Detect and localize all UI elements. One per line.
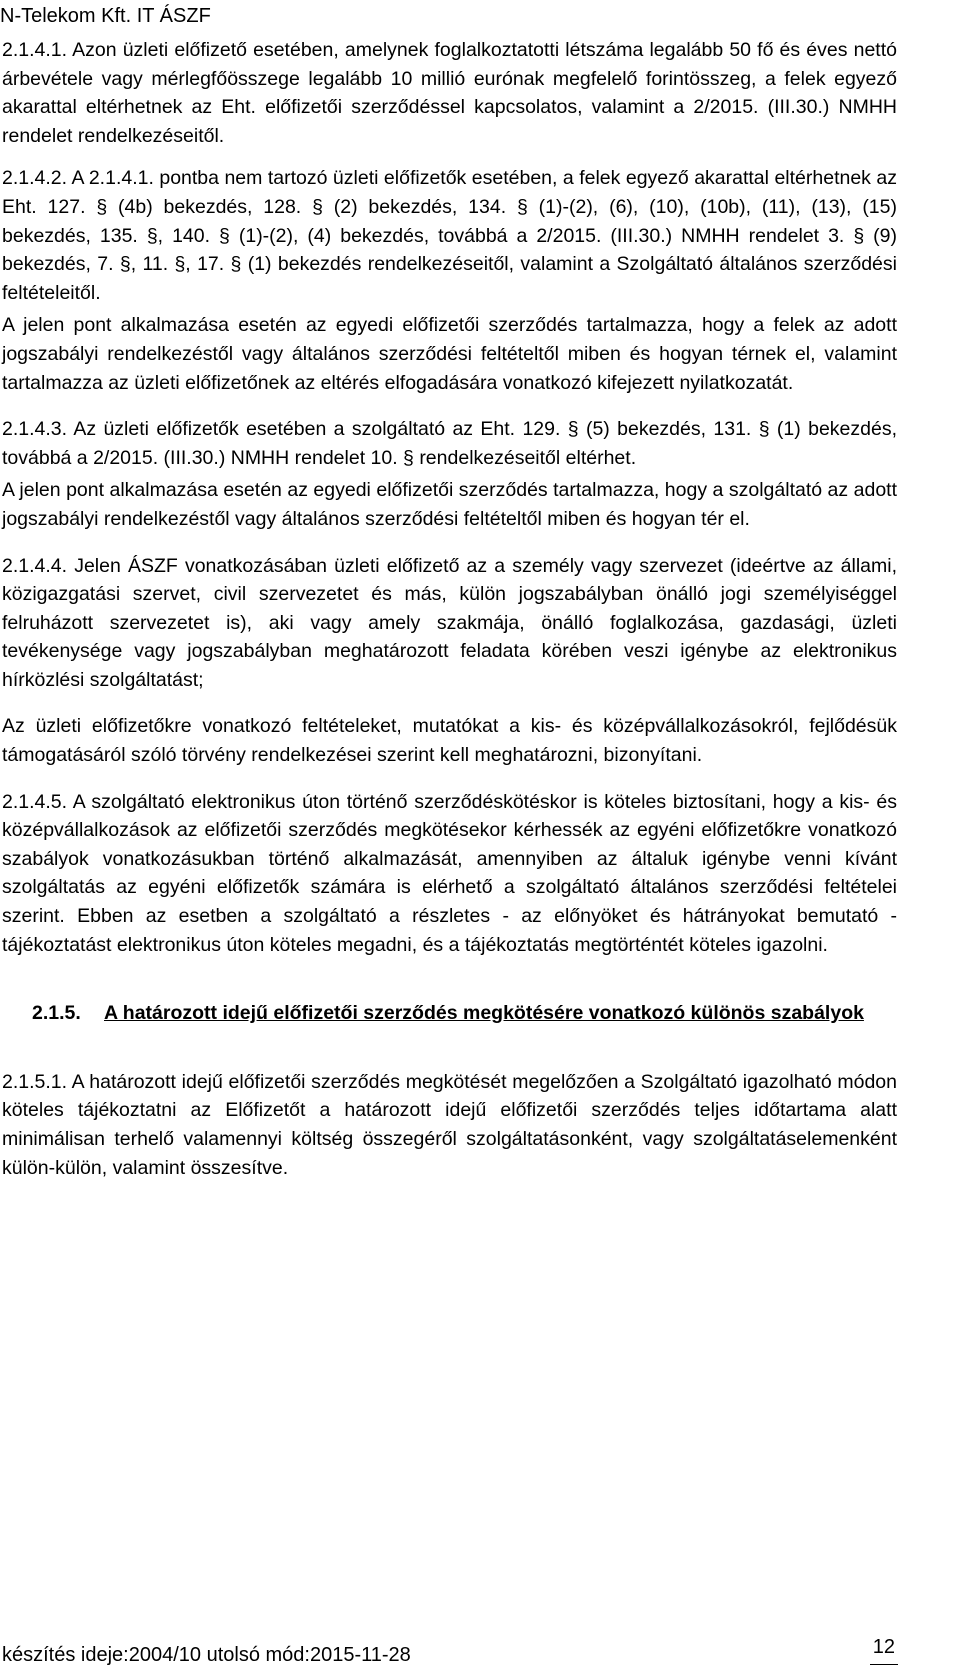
paragraph-2-1-4-2-note: A jelen pont alkalmazása esetén az egyedi előfizetői szerződés tartalmazza, hogy a felek az adott jogszabályi rendelkezéstől vagy általános szerződési feltételtől miben és hogyan térnek el, valamint tartalmazza az üzleti előfizetőnek az eltérés elfogadására vonatkozó kifejezett nyilatkozatát. xyxy=(2,314,897,394)
section-number: 2.1.5. xyxy=(32,1002,81,1025)
paragraph-2-1-5-1: 2.1.5.1. A határozott idejű előfizetői szerződés megkötését megelőzően a Szolgáltató igazolható módon köteles tájékoztatni az Előfizetőt a határozott idejű előfizetői szerződés teljes időtartama alatt minimálisan terhelő valamennyi költség összegéről szolgáltatásonként, vagy szolgáltatáselemenként külön-külön, valamint összesítve. xyxy=(2,1070,897,1179)
page-number-underline xyxy=(870,1664,898,1665)
paragraph-2-1-4-4: 2.1.4.4. Jelen ÁSZF vonatkozásában üzleti előfizető az a személy vagy szervezet (ideértve az állami, közigazgatási szervet, civil szervezetet és más, külön jogszabályban önálló jogi személyiséggel felruházott szervezetet is), aki vagy amely szakmája, önálló foglalkozása, gazdasági, üzleti tevékenysége vagy jogszabályban meghatározott feladata körében veszi igénybe az elektronikus hírközlési szolgáltatást; xyxy=(2,554,897,691)
page-number: 12 xyxy=(872,1636,895,1658)
document-body xyxy=(2,36,897,1182)
paragraph-2-1-4-3: 2.1.4.3. Az üzleti előfizetők esetében a szolgáltató az Eht. 129. § (5) bekezdés, 131. § (1) bekezdés, továbbá a 2/2015. (III.30.) NMHH rendelet 10. § rendelkezéseitől eltérhet. xyxy=(2,418,897,469)
document-dates: készítés ideje:2004/10 utolsó mód:2015-11-28 xyxy=(2,1644,411,1666)
paragraph-2-1-4-3-note: A jelen pont alkalmazása esetén az egyedi előfizetői szerződés tartalmazza, hogy a szolgáltató az adott jogszabályi rendelkezéstől vagy általános szerződési feltételtől miben és hogyan tér el. xyxy=(2,479,897,530)
paragraph-2-1-4-1: 2.1.4.1. Azon üzleti előfizető esetében, amelynek foglalkoztatotti létszáma legalább 50 fő és éves nettó árbevétele vagy mérlegfőösszege legalább 10 millió eurónak megfelelő forintösszeg, a felek egyező akarattal eltérhetnek az Eht. előfizetői szerződéssel kapcsolatos, valamint a 2/2015. (III.30.) NMHH rendelet rendelkezéseitől. xyxy=(2,39,897,147)
section-title: A határozott idejű előfizetői szerződés megkötésére vonatkozó különös szabályok xyxy=(104,1002,864,1025)
paragraph-2-1-4-5: 2.1.4.5. A szolgáltató elektronikus úton történő szerződéskötéskor is köteles biztosítani, hogy a kis- és középvállalkozások az előfizetői szerződés megkötésekor kérhessék az egyéni előfizetőkre vonatkozó szabályok vonatkozásukban történő alkalmazását, amennyiben az általuk igénybe venni kívánt szolgáltatás az egyéni előfizetők számára is elérhető a szolgáltató általános szerződési feltételei szerint. Ebben az esetben a szolgáltató a részletes - az előnyöket és hátrányokat bemutató - tájékoztatást elektronikus úton köteles megadni, és a tájékoztatás megtörténtét köteles igazolni. xyxy=(2,790,897,956)
page-footer xyxy=(0,1630,895,1674)
section-heading-2-1-5 xyxy=(2,999,897,1028)
paragraph-2-1-4-4-note: Az üzleti előfizetőkre vonatkozó feltételeket, mutatókat a kis- és középvállalkozásokról, fejlődésük támogatásáról szóló törvény rendelkezései szerint kell meghatározni, bizonyítani. xyxy=(2,715,897,767)
page-header: N-Telekom Kft. IT ÁSZF xyxy=(0,5,211,27)
paragraph-2-1-4-2: 2.1.4.2. A 2.1.4.1. pontba nem tartozó üzleti előfizetők esetében, a felek egyező akarattal eltérhetnek az Eht. 127. § (4b) bekezdés, 128. § (2) bekezdés, 134. § (1)-(2), (6), (10), (10b), (11), (13), (15) bekezdés, 135. §, 140. § (1)-(2), (4) bekezdés, továbbá a 2/2015. (III.30.) NMHH rendelet 3. § (9) bekezdés, 7. §, 11. §, 17. § (1) bekezdés rendelkezéseitől, valamint a Szolgáltató általános szerződési feltételeitől. xyxy=(2,167,897,304)
